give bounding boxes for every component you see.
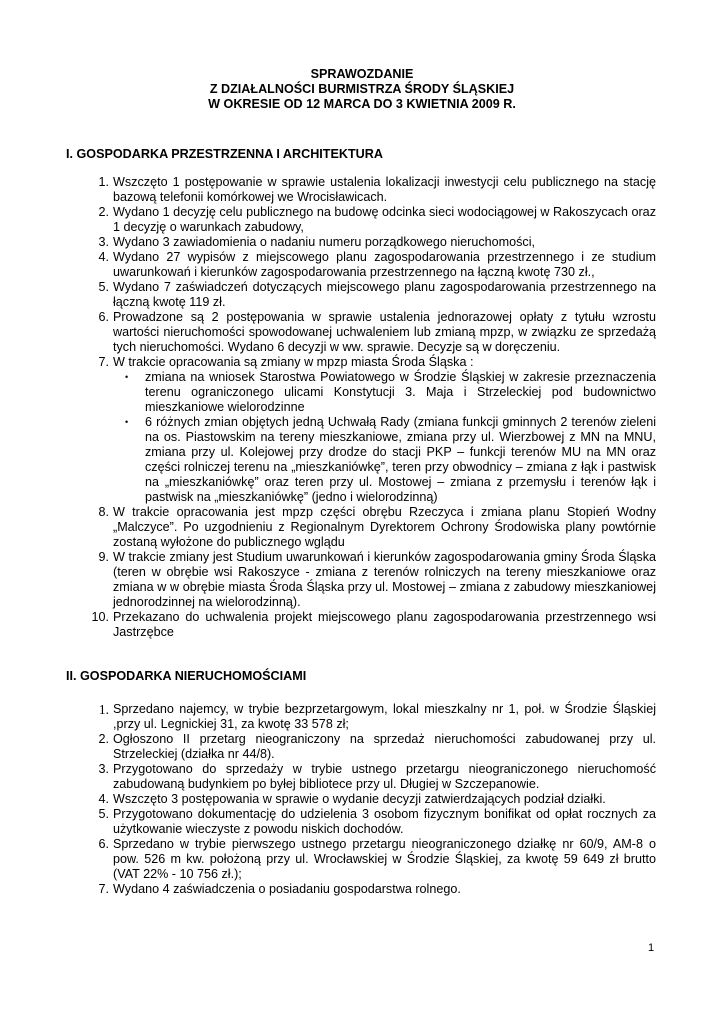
item-text: Przygotowano do sprzedaży w trybie ustnego przetargu nieograniczonego nieruchomość zabudowaną budynkiem po byłej bibliotece przy ul. Długiej w Szczepanowie. bbox=[113, 762, 656, 791]
list-item bbox=[66, 762, 656, 792]
item-number: 10. bbox=[91, 610, 109, 624]
bullet-icon: • bbox=[125, 417, 129, 427]
item-number: 9. bbox=[98, 550, 109, 564]
item-number: 2. bbox=[98, 732, 109, 746]
item-number: 5. bbox=[98, 280, 109, 294]
item-text: Sprzedano w trybie pierwszego ustnego przetargu nieograniczonego działkę nr 60/9, AM-8 o pow. 526 m kw. położoną przy ul. Wrocławskiej w Środzie Śląskiej, za kwotę 59 649 zł brutto (VAT 22% - 10 756 zł.); bbox=[113, 837, 656, 881]
item-number: 6. bbox=[98, 837, 109, 851]
item-number: 3. bbox=[98, 235, 109, 249]
item-text: Wydano 27 wypisów z miejscowego planu zagospodarowania przestrzennego i ze studium uwarunkowań i kierunków zagospodarowania przestrzennego na łączną kwotę 730 zł., bbox=[113, 250, 656, 279]
sub-item-text: 6 różnych zmian objętych jedną Uchwałą Rady (zmiana funkcji gminnych 2 terenów zieleni na os. Piastowskim na tereny mieszkaniowe, zmiana przy ul. Wierzbowej z MN na MNU, zmiana przy ul. Kolejowej przy drodze do stacji PKP – funkcji terenów MU na MN oraz części rolniczej terenu na „mieszkaniówkę”, teren przy obwodnicy – zmiana z łąk i pastwisk na „mieszkaniówkę” oraz teren przy ul. Mostowej – zmiana z przemysłu i terenów łąk i pastwisk na „mieszkaniówkę” (jedno i wielorodzinną) bbox=[145, 415, 656, 504]
bullet-icon: • bbox=[125, 372, 129, 382]
section-1-heading: I. GOSPODARKA PRZESTRZENNA I ARCHITEKTURA bbox=[66, 147, 383, 161]
report-title bbox=[0, 67, 724, 112]
list-item bbox=[66, 355, 656, 505]
item-text: W trakcie opracowania są zmiany w mpzp miasta Środa Śląska : bbox=[113, 355, 474, 369]
list-item bbox=[66, 837, 656, 882]
sub-list bbox=[113, 370, 656, 505]
item-text: Wydano 7 zaświadczeń dotyczących miejscowego planu zagospodarowania przestrzennego na łączną kwotę 119 zł. bbox=[113, 280, 656, 309]
title-line-2: Z DZIAŁALNOŚCI BURMISTRZA ŚRODY ŚLĄSKIEJ bbox=[209, 82, 515, 96]
item-text: Przekazano do uchwalenia projekt miejscowego planu zagospodarowania przestrzennego wsi Jastrzębce bbox=[113, 610, 656, 639]
item-text: Wydano 1 decyzję celu publicznego na budowę odcinka sieci wodociągowej w Rakoszycach oraz 1 decyzję o warunkach zabudowy, bbox=[113, 205, 656, 234]
item-text: W trakcie opracowania jest mpzp części obrębu Rzeczyca i zmiana planu Stopień Wodny „Malczyce”. Po uzgodnieniu z Regionalnym Dyrektorem Ochrony Środowiska plany powtórnie zostaną wyłożone do publicznego wglądu bbox=[113, 505, 656, 549]
item-text: Wszczęto 3 postępowania w sprawie o wydanie decyzji zatwierdzających podział działki. bbox=[113, 792, 606, 806]
sub-list-item bbox=[113, 370, 656, 415]
item-text: W trakcie zmiany jest Studium uwarunkowań i kierunków zagospodarowania gminy Środa Śląska (teren w obrębie wsi Rakoszyce - zmiana z terenów rolniczych na tereny mieszkaniowe oraz zmiana w w obrębie miasta Środa Śląska przy ul. Mostowej – zmiana z zabudowy mieszkaniowej jednorodzinnej na wielorodzinną). bbox=[113, 550, 656, 609]
item-number: 7. bbox=[98, 355, 109, 369]
list-item bbox=[66, 610, 656, 640]
item-text: Ogłoszono II przetarg nieograniczony na sprzedaż nieruchomości zabudowanej przy ul. Strzeleckiej (działka nr 44/8). bbox=[113, 732, 656, 761]
list-item bbox=[66, 792, 656, 807]
item-number: 2. bbox=[98, 205, 109, 219]
item-text: Sprzedano najemcy, w trybie bezprzetargowym, lokal mieszkalny nr 1, poł. w Środzie Śląskiej ,przy ul. Legnickiej 31, za kwotę 33 578 zł; bbox=[113, 702, 656, 731]
sub-item-text: zmiana na wniosek Starostwa Powiatowego w Środzie Śląskiej w zakresie przeznaczenia terenu ograniczonego ulicami Konstytucji 3. Maja i Strzeleckiej pod budownictwo mieszkaniowe wielorodzinne bbox=[145, 370, 656, 414]
item-number: 1. bbox=[98, 175, 109, 189]
section-2-heading: II. GOSPODARKA NIERUCHOMOŚCIAMI bbox=[66, 669, 307, 683]
list-item bbox=[66, 175, 656, 205]
item-number: 6. bbox=[98, 310, 109, 324]
item-number: 4. bbox=[98, 250, 109, 264]
item-text: Wydano 3 zawiadomienia o nadaniu numeru porządkowego nieruchomości, bbox=[113, 235, 536, 249]
item-text: Prowadzone są 2 postępowania w sprawie ustalenia jednorazowej opłaty z tytułu wzrostu wartości nieruchomości spowodowanej uchwaleniem lub zmianą mpzp, w związku ze sprzedażą tych nieruchomości. Wydano 6 decyzji w ww. sprawie. Decyzje są w doręczeniu. bbox=[113, 310, 656, 354]
list-item bbox=[66, 310, 656, 355]
title-line-1: SPRAWOZDANIE bbox=[310, 67, 414, 81]
list-item bbox=[66, 235, 656, 250]
item-number: 5. bbox=[98, 807, 109, 821]
list-item bbox=[66, 280, 656, 310]
item-number: 3. bbox=[98, 762, 109, 776]
list-item bbox=[66, 250, 656, 280]
item-text: Wydano 4 zaświadczenia o posiadaniu gospodarstwa rolnego. bbox=[113, 882, 461, 896]
item-text: Przygotowano dokumentację do udzielenia 3 osobom fizycznym bonifikat od opłat rocznych za użytkowanie wieczyste z powodu niskich dochodów. bbox=[113, 807, 656, 836]
list-item bbox=[66, 505, 656, 550]
item-number: 1. bbox=[98, 702, 109, 717]
list-item bbox=[66, 882, 656, 897]
item-number: 4. bbox=[98, 792, 109, 806]
list-item bbox=[66, 807, 656, 837]
section-1-list bbox=[66, 175, 656, 640]
list-item bbox=[66, 205, 656, 235]
item-number: 8. bbox=[98, 505, 109, 519]
list-item bbox=[66, 732, 656, 762]
section-2-list bbox=[66, 702, 656, 897]
title-line-3: W OKRESIE OD 12 MARCA DO 3 KWIETNIA 2009 R. bbox=[208, 97, 516, 111]
item-text: Wszczęto 1 postępowanie w sprawie ustalenia lokalizacji inwestycji celu publicznego na stację bazową telefonii komórkowej we Wrocisławicach. bbox=[113, 175, 656, 204]
sub-list-item bbox=[113, 415, 656, 505]
list-item bbox=[66, 702, 656, 732]
item-number: 7. bbox=[98, 882, 109, 896]
page-number: 1 bbox=[648, 942, 655, 954]
list-item bbox=[66, 550, 656, 610]
